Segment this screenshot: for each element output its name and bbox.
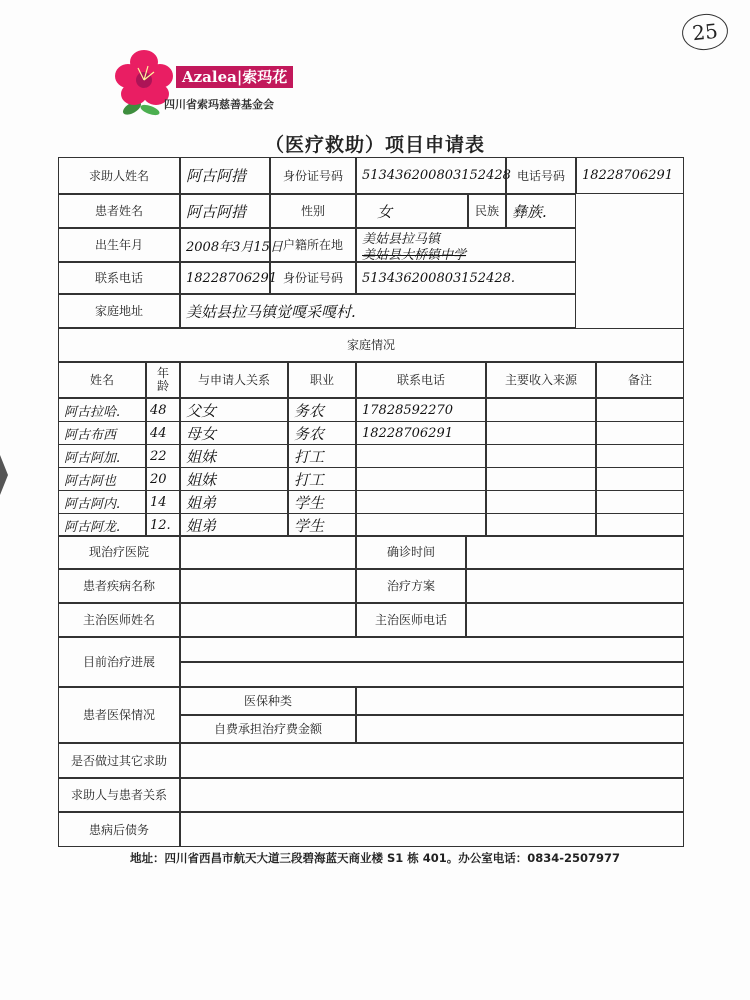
relation-label: 求助人与患者关系 [58, 778, 180, 812]
col-job-header: 职业 [288, 362, 356, 398]
id-number2-label: 身份证号码 [270, 262, 356, 294]
phone-value: 18228706291 [576, 157, 684, 194]
treatment-plan-label: 治疗方案 [356, 569, 466, 603]
diagnosis-time-value [466, 535, 684, 569]
progress-line-2 [180, 662, 684, 687]
family-relation-cell: 姐妹 [180, 467, 288, 491]
insurance-label: 患者医保情况 [58, 687, 180, 743]
family-age-cell: 44 [146, 421, 180, 445]
applicant-name-value: 阿古阿措 [180, 157, 270, 194]
other-aid-value [180, 743, 684, 778]
ethnicity-label: 民族 [468, 194, 506, 228]
progress-line-1 [180, 637, 684, 662]
org-name-en: Azalea|索玛花 [176, 66, 293, 88]
col-phone-header: 联系电话 [356, 362, 486, 398]
applicant-name-label: 求助人姓名 [58, 157, 180, 194]
family-job-cell: 学生 [288, 513, 356, 537]
family-job-cell: 务农 [288, 421, 356, 445]
org-name-cn: 四川省索玛慈善基金会 [164, 98, 274, 111]
birth-label: 出生年月 [58, 228, 180, 262]
family-relation-cell: 姐弟 [180, 513, 288, 537]
family-phone-cell: 17828592270 [356, 398, 486, 422]
col-income-header: 主要收入来源 [486, 362, 596, 398]
scan-edge-mark [0, 455, 8, 495]
family-empty-cell [486, 421, 596, 445]
family-name-cell: 阿古布西 [58, 421, 146, 445]
debt-value [180, 812, 684, 847]
col-name-header: 姓名 [58, 362, 146, 398]
household-reg-cell [356, 228, 576, 262]
id-number2-value: 513436200803152428. [356, 262, 576, 294]
home-address-label: 家庭地址 [58, 294, 180, 328]
family-name-cell: 阿古阿龙. [58, 513, 146, 537]
family-age-cell: 20 [146, 467, 180, 491]
contact-phone-value: 18228706291 [180, 262, 270, 294]
family-empty-cell [596, 467, 684, 491]
contact-phone-label: 联系电话 [58, 262, 180, 294]
family-relation-cell: 母女 [180, 421, 288, 445]
home-address-value: 美姑县拉马镇觉嘎采嘎村. [180, 294, 576, 328]
family-empty-cell [486, 467, 596, 491]
doctor-phone-value [466, 603, 684, 637]
family-name-cell: 阿古阿也 [58, 467, 146, 491]
family-empty-cell [486, 513, 596, 537]
col-note-header: 备注 [596, 362, 684, 398]
family-name-cell: 阿古阿加. [58, 444, 146, 468]
id-number-value: 513436200803152428 [356, 157, 506, 194]
relation-value [180, 778, 684, 812]
family-empty-cell [486, 398, 596, 422]
family-empty-cell [596, 421, 684, 445]
phone-label: 电话号码 [506, 157, 576, 194]
family-empty-cell [596, 513, 684, 537]
family-age-cell: 48 [146, 398, 180, 422]
col-age-header: 年龄 [146, 362, 180, 398]
doctor-phone-label: 主治医师电话 [356, 603, 466, 637]
household-reg-value: 美姑县拉马镇 [362, 231, 441, 247]
family-job-cell: 打工 [288, 444, 356, 468]
insurance-type-value [356, 687, 684, 715]
org-logo [112, 46, 312, 118]
hospital-value [180, 535, 356, 569]
family-job-cell: 打工 [288, 467, 356, 491]
family-job-cell: 学生 [288, 490, 356, 514]
page-number: 25 [680, 12, 730, 53]
disease-name-value [180, 569, 356, 603]
diagnosis-time-label: 确诊时间 [356, 535, 466, 569]
gender-value: 女 [356, 194, 468, 228]
family-empty-cell [596, 490, 684, 514]
household-reg-label: 户籍所在地 [270, 228, 356, 262]
family-section-header: 家庭情况 [58, 328, 684, 362]
family-age-cell: 22 [146, 444, 180, 468]
family-phone-cell: 18228706291 [356, 421, 486, 445]
household-reg-struck: 美姑县大桥镇中学 [362, 247, 467, 263]
family-relation-cell: 姐弟 [180, 490, 288, 514]
insurance-type-label: 医保种类 [180, 687, 356, 715]
footer-address: 地址：四川省西昌市航天大道三段碧海蓝天商业楼 S1 栋 401。办公室电话：0834-2507977 [129, 851, 621, 865]
patient-name-label: 患者姓名 [58, 194, 180, 228]
doctor-name-label: 主治医师姓名 [58, 603, 180, 637]
family-phone-cell [356, 490, 486, 514]
patient-name-value: 阿古阿措 [180, 194, 270, 228]
family-phone-cell [356, 513, 486, 537]
hospital-label: 现治疗医院 [58, 535, 180, 569]
family-empty-cell [596, 398, 684, 422]
family-relation-cell: 父女 [180, 398, 288, 422]
family-phone-cell [356, 444, 486, 468]
self-pay-label: 自费承担治疗费金额 [180, 715, 356, 743]
family-empty-cell [596, 444, 684, 468]
family-name-cell: 阿古阿内. [58, 490, 146, 514]
self-pay-value [356, 715, 684, 743]
family-relation-cell: 姐妹 [180, 444, 288, 468]
form-title: （医疗救助）项目申请表 [264, 134, 485, 156]
family-phone-cell [356, 467, 486, 491]
disease-name-label: 患者疾病名称 [58, 569, 180, 603]
ethnicity-value: 彝族. [506, 194, 576, 228]
family-empty-cell [486, 490, 596, 514]
treatment-plan-value [466, 569, 684, 603]
family-empty-cell [486, 444, 596, 468]
family-age-cell: 12. [146, 513, 180, 537]
progress-label: 目前治疗进展 [58, 637, 180, 687]
id-number-label: 身份证号码 [270, 157, 356, 194]
family-name-cell: 阿古拉哈. [58, 398, 146, 422]
doctor-name-value [180, 603, 356, 637]
debt-label: 患病后债务 [58, 812, 180, 847]
gender-label: 性别 [270, 194, 356, 228]
other-aid-label: 是否做过其它求助 [58, 743, 180, 778]
family-job-cell: 务农 [288, 398, 356, 422]
col-relation-header: 与申请人关系 [180, 362, 288, 398]
family-age-cell: 14 [146, 490, 180, 514]
birth-value: 2008年3月15日 [180, 228, 270, 262]
